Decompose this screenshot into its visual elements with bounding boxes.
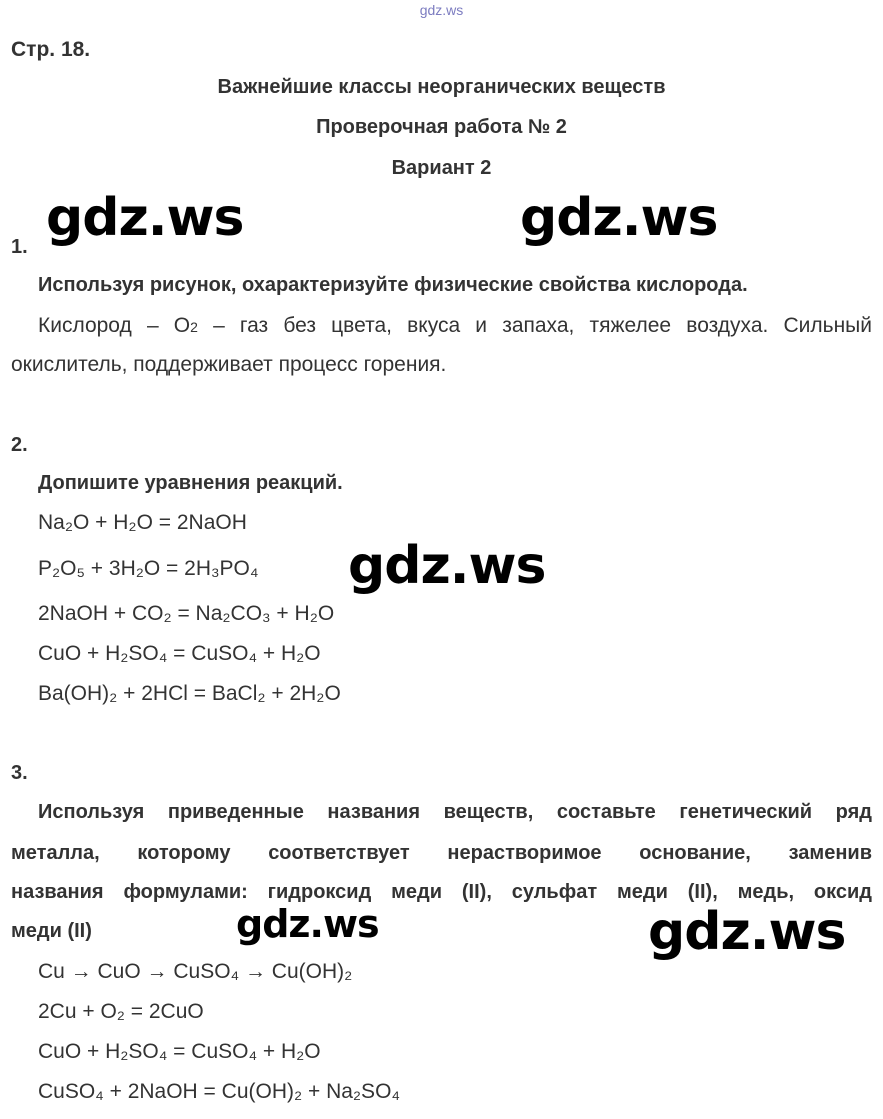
- document-title: Важнейшие классы неорганических веществ: [217, 76, 666, 98]
- watermark-logo: gdz.ws: [648, 902, 846, 962]
- task-3-question-line: названия формулами: гидроксид меди (II), сульфат меди (II), медь, оксид: [11, 881, 872, 903]
- task-3-equation: CuSO₄ + 2NaOH = Cu(OH)₂ + Na₂SO₄: [38, 1080, 400, 1103]
- watermark-logo: gdz.ws: [348, 536, 546, 596]
- task-2-equation: 2NaOH + CO₂ = Na₂CO₃ + H₂O: [38, 602, 335, 625]
- task-2-equation: CuO + H₂SO₄ = CuSO₄ + H₂O: [38, 642, 321, 665]
- task-3-equation: CuO + H₂SO₄ = CuSO₄ + H₂O: [38, 1040, 321, 1063]
- page-reference: Стр. 18.: [11, 38, 91, 61]
- task-2-equation: P₂O₅ + 3H₂O = 2H₃PO₄: [38, 557, 259, 580]
- task-1-answer-line1: Кислород – O2 – газ без цвета, вкуса и запаха, тяжелее воздуха. Сильный: [38, 314, 873, 337]
- watermark-logo: gdz.ws: [520, 188, 718, 248]
- task-3-number: 3.: [11, 762, 28, 784]
- document-subtitle: Проверочная работа № 2: [316, 116, 567, 138]
- task-1-question: Используя рисунок, охарактеризуйте физические свойства кислорода.: [38, 274, 748, 296]
- task-1-number: 1.: [11, 236, 28, 258]
- task-1-answer-line2: окислитель, поддерживает процесс горения.: [11, 353, 447, 376]
- task-3-question-line: меди (II): [11, 920, 92, 942]
- task-3-equation: Cu → CuO → CuSO₄ → Cu(OH)₂: [38, 960, 353, 983]
- variant-label: Вариант 2: [391, 157, 492, 179]
- task-2-equation: Na₂O + H₂O = 2NaOH: [38, 511, 247, 534]
- task-2-question: Допишите уравнения реакций.: [38, 472, 343, 494]
- watermark-logo: gdz.ws: [46, 188, 244, 248]
- task-3-question-line: металла, которому соответствует нерастворимое основание, заменив: [11, 842, 872, 864]
- watermark-logo: gdz.ws: [236, 902, 379, 946]
- task-2-equation: Ba(OH)₂ + 2HCl = BaCl₂ + 2H₂O: [38, 682, 341, 705]
- site-watermark: gdz.ws: [419, 2, 464, 18]
- task-3-equation: 2Cu + O₂ = 2CuO: [38, 1000, 204, 1023]
- task-2-number: 2.: [11, 434, 28, 456]
- task-3-question-line: Используя приведенные названия веществ, составьте генетический ряд: [38, 801, 872, 823]
